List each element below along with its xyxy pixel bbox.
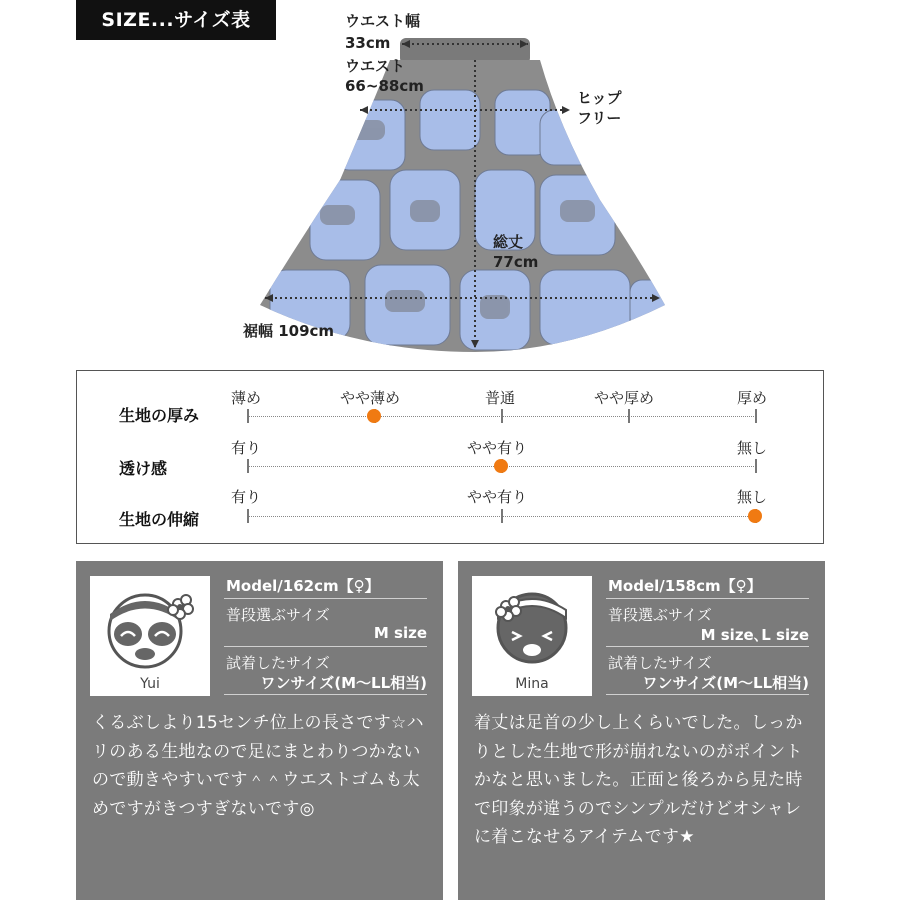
- divider: [606, 694, 809, 695]
- tried-size-value: ワンサイズ(M〜LL相当): [642, 674, 809, 692]
- fabric-thickness-label: 生地の厚み: [119, 406, 200, 425]
- avatar: [90, 576, 210, 696]
- scale-label: やや厚め: [594, 389, 655, 407]
- scale-label: やや有り: [467, 439, 528, 457]
- model-card-mina: [458, 561, 825, 900]
- waist-label: ウエスト: [345, 57, 406, 75]
- scale-label: 有り: [231, 488, 262, 506]
- transparency-label: 透け感: [119, 459, 168, 478]
- scale-label: 普通: [485, 389, 516, 407]
- scale-tick: [247, 409, 249, 423]
- hem-width: 裾幅 109cm: [243, 322, 335, 340]
- model-comment: くるぶしより15センチ位上の長さです☆ハリのある生地なので足にまとわりつかないので動きやすいです＾＾ウエストゴムも太めですがきつすぎないです◎: [92, 713, 424, 819]
- tried-size-label: 試着したサイズ: [608, 654, 712, 672]
- model-height: Model/162cm【♀】: [226, 577, 380, 595]
- divider: [224, 694, 427, 695]
- fabric-thickness-marker: [367, 409, 381, 423]
- waist-width-value: 33cm: [345, 34, 391, 52]
- scale-label: 有り: [231, 439, 262, 457]
- scale-label: 薄め: [231, 389, 262, 407]
- scale-tick: [628, 409, 630, 423]
- hip-label: ヒップ: [577, 89, 622, 107]
- tried-size-value: ワンサイズ(M〜LL相当): [260, 674, 427, 692]
- waist-width-label: ウエスト幅: [345, 12, 421, 30]
- scale-tick: [247, 509, 249, 523]
- scale-label: 厚め: [737, 389, 768, 407]
- usual-size-value: M size: [373, 624, 427, 642]
- scale-label: やや薄め: [340, 389, 401, 407]
- waist-value: 66~88cm: [345, 77, 424, 95]
- divider: [224, 646, 427, 647]
- scale-tick: [247, 459, 249, 473]
- usual-size-label: 普段選ぶサイズ: [608, 606, 712, 624]
- transparency-marker: [494, 459, 508, 473]
- divider: [606, 646, 809, 647]
- stretch-label: 生地の伸縮: [119, 510, 200, 529]
- scale-label: やや有り: [467, 488, 528, 506]
- scale-tick: [501, 409, 503, 423]
- scale-tick: [501, 509, 503, 523]
- length-label: 総丈: [493, 233, 524, 251]
- scale-tick: [755, 409, 757, 423]
- tried-size-label: 試着したサイズ: [226, 654, 330, 672]
- model-name: Mina: [515, 676, 549, 692]
- model-height: Model/158cm【♀】: [608, 577, 762, 595]
- scale-label: 無し: [737, 488, 768, 506]
- hip-value: フリー: [577, 109, 622, 127]
- model-card-yui: [76, 561, 443, 900]
- divider: [606, 598, 809, 599]
- length-value: 77cm: [493, 253, 539, 271]
- scale-label: 無し: [737, 439, 768, 457]
- scale-tick: [755, 459, 757, 473]
- fabric-characteristics-panel: [76, 370, 824, 544]
- divider: [224, 598, 427, 599]
- stretch-marker: [748, 509, 762, 523]
- usual-size-label: 普段選ぶサイズ: [226, 606, 330, 624]
- model-name: Yui: [140, 676, 160, 692]
- skirt-diagram: [240, 30, 680, 360]
- size-chart-title: SIZE...サイズ表: [76, 0, 276, 40]
- avatar: [472, 576, 592, 696]
- usual-size-value: M size､L size: [700, 626, 809, 644]
- model-comment: 着丈は足首の少し上くらいでした。しっかりとした生地で形が崩れないのがポイントかなと思いました。正面と後ろから見た時で印象が違うのでシンプルだけどオシャレに着こなせるアイテムです★: [474, 713, 803, 847]
